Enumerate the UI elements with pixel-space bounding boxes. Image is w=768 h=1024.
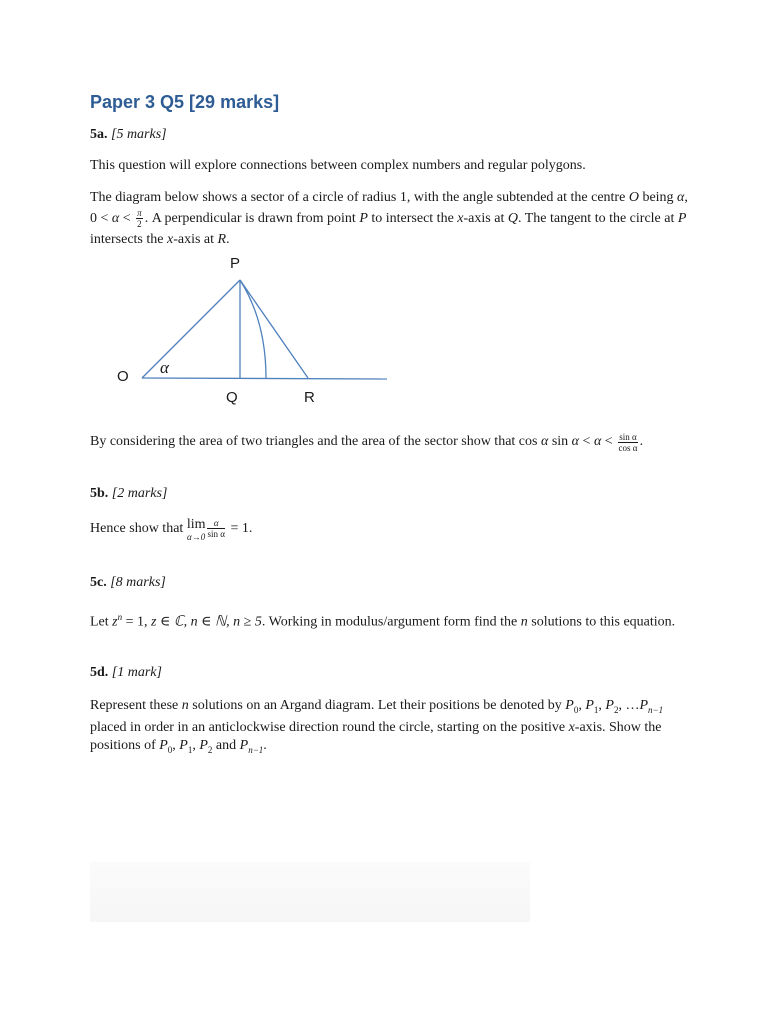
q5b-marks: [2 marks] [111,485,168,501]
q5a-intro: This question will explore connections between complex numbers and regular polygons. [90,158,586,173]
pi-over-two: $\frac{\pi}{2}$ [137,208,142,230]
q5a-header [90,127,690,143]
question-page [90,92,690,770]
q5b-label: 5b. [90,485,109,501]
sin-over-cos: $\frac{\text{sin α}}{\text{cos α}}$ [618,431,638,453]
q5c-statement: Let $z^n = 1$, z ∈ ℂ, n ∈ ℕ, n ≥ 5. Working in modulus/argument form find the n solutions to this equation. [90,611,676,630]
q5a-description: The diagram below shows a sector of a circle of radius 1, with the angle subtended at the centre O being α, 0 < α < $\frac{\pi}{2}$ . A perpendicular is drawn from point P to intersect the x-axis at Q. The tangent to the circle at P intersects the x-axis at R. [90,190,688,248]
q5a-marks: [5 marks] [111,127,167,142]
q5b-statement: Hence show that lim α→0 $\frac{\alpha}{\text{sin α}}$ = 1. [90,516,253,542]
q5c-header [90,575,690,591]
angle-label-alpha: α [160,358,169,378]
tangent-pr [240,280,308,378]
q5b-header [90,486,690,502]
sector-diagram [108,255,428,421]
sector-diagram-svg [108,261,428,421]
q5d-label: 5d. [90,665,109,681]
alpha-over-sin: $\frac{\alpha}{\text{sin α}}$ [207,517,225,539]
limit-expression: lim α→0 [186,516,206,542]
sector-arc [240,280,266,378]
q5c-marks: [8 marks] [110,574,166,590]
faded-region [90,862,530,922]
point-label-p: P [230,255,241,273]
q5d-statement: Represent these n solutions on an Argand diagram. Let their positions be denoted by $P_0$, $P_1$, $P_2$, $\dots P_{n-1}$ placed in order in an anticlockwise direction round the circle, starting on the positive x-axis. Show the positions of $P_0$, $P_1$, $P_2$ and $P_{n-1}$. [90,698,664,755]
x-axis-line [142,378,387,379]
point-label-q: Q [226,389,238,407]
page-title: Paper 3 Q5 [29 marks] [90,92,280,112]
q5a-show-statement: By considering the area of two triangles and the area of the sector show that cos α sin α < α < $\frac{\text{sin α}}{\text{cos α}}$ . [90,431,644,453]
q5d-marks: [1 mark] [111,665,162,681]
point-label-r: R [304,389,315,407]
radius-op [142,280,240,378]
q5d-header [90,665,690,681]
q5c-label: 5c. [90,574,107,590]
q5a-label: 5a. [90,127,108,142]
point-label-o: O [117,368,129,386]
